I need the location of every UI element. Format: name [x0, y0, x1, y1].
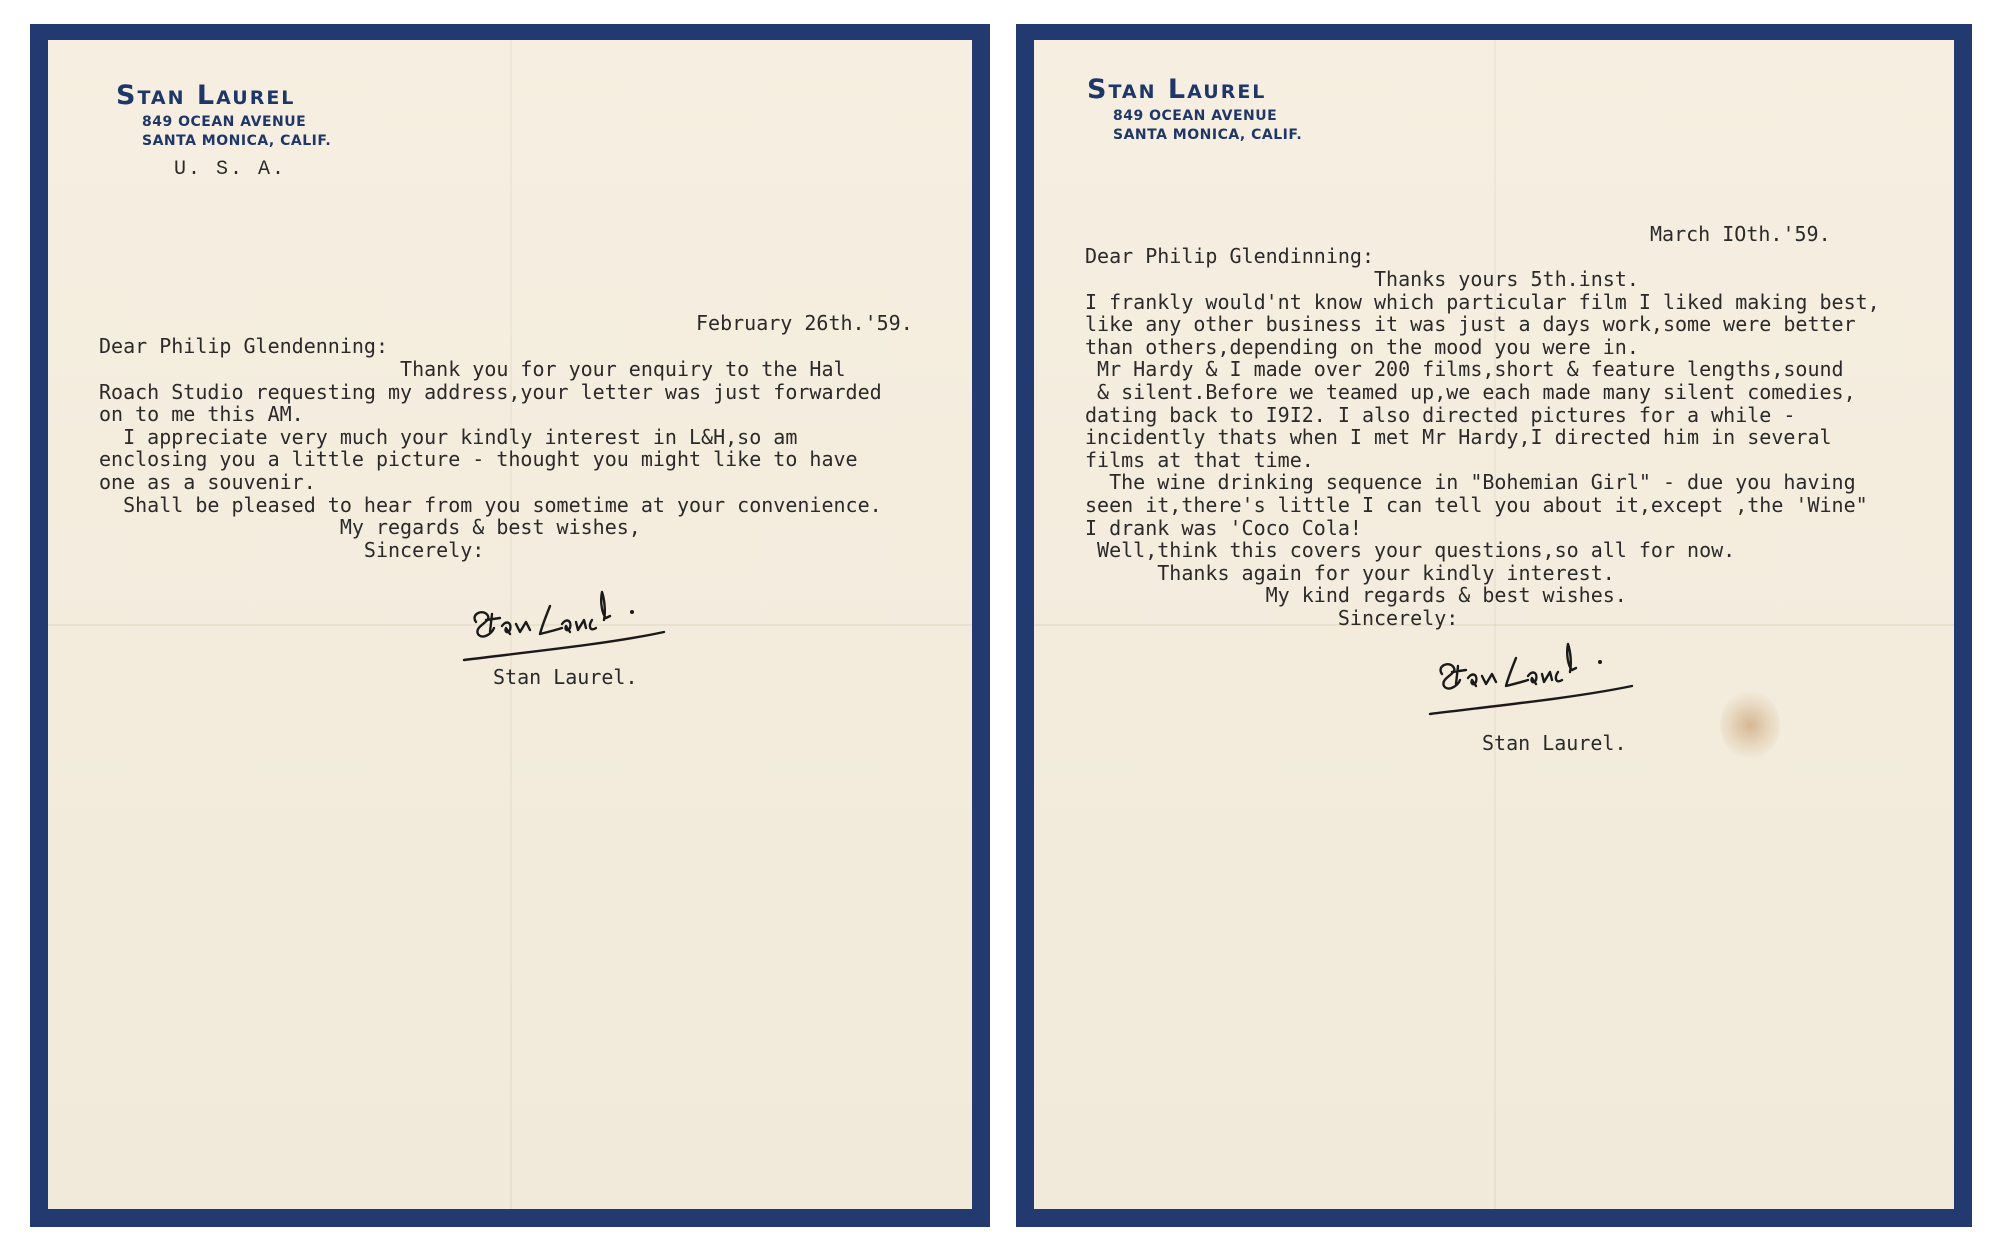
- body-line: enclosing you a little picture - thought you might like to have: [99, 447, 858, 472]
- body-line: Sincerely:: [99, 537, 485, 562]
- letterhead: [1087, 74, 1302, 143]
- letterhead-city: SANTA MONICA, CALIF.: [1113, 127, 1303, 143]
- body-line: I drank was 'Coco Cola!: [1085, 515, 1362, 540]
- letter-date: February 26th.'59.: [696, 311, 913, 335]
- handwritten-signature: [1424, 632, 1724, 722]
- letter-paper-right: [1034, 40, 1954, 1209]
- letterhead-country: U. S. A.: [174, 158, 287, 181]
- letter-salutation: Dear Philip Glendinning:: [1085, 244, 1374, 268]
- letterhead-name: Stan Laurel: [116, 80, 296, 111]
- letter-frame-right: [1016, 24, 1972, 1227]
- body-line: one as a souvenir.: [99, 469, 316, 494]
- body-line: dating back to I9I2. I also directed pictures for a while -: [1085, 402, 1796, 427]
- body-line: films at that time.: [1085, 447, 1314, 472]
- letterhead-address: 849 OCEAN AVENUE: [142, 114, 307, 130]
- letter-signoff: Stan Laurel.: [493, 665, 638, 689]
- body-line: I appreciate very much your kindly interest in L&H,so am: [99, 424, 798, 449]
- letter-salutation: Dear Philip Glendenning:: [99, 334, 388, 358]
- body-line: Thank you for your enquiry to the Hal: [99, 357, 846, 381]
- body-line: Sincerely:: [1085, 605, 1459, 630]
- letter-frame-left: [30, 24, 990, 1227]
- body-line: Mr Hardy & I made over 200 films,short & feature lengths,sound: [1085, 357, 1844, 382]
- letter-paper-left: [48, 40, 972, 1209]
- letter-body: [1085, 268, 1880, 630]
- letter-date: March IOth.'59.: [1650, 222, 1831, 246]
- body-line: seen it,there's little I can tell you about it,except ,the 'Wine": [1085, 492, 1868, 517]
- paper-stain: [1720, 690, 1780, 760]
- letterhead: [116, 80, 331, 149]
- body-line: & silent.Before we teamed up,we each made many silent comedies,: [1085, 379, 1856, 404]
- body-line: My regards & best wishes,: [99, 515, 641, 540]
- letterhead-name: Stan Laurel: [1087, 74, 1267, 105]
- body-line: Roach Studio requesting my address,your letter was just forwarded: [99, 379, 882, 404]
- body-line: on to me this AM.: [99, 402, 304, 427]
- letterhead-address: 849 OCEAN AVENUE: [1113, 108, 1278, 124]
- body-line: Well,think this covers your questions,so all for now.: [1085, 538, 1736, 563]
- body-line: Thanks again for your kindly interest.: [1085, 560, 1615, 585]
- body-line: like any other business it was just a days work,some were better: [1085, 312, 1856, 337]
- letterhead-city: SANTA MONICA, CALIF.: [142, 133, 332, 149]
- body-line: Shall be pleased to hear from you sometime at your convenience.: [99, 492, 882, 517]
- handwritten-signature: [458, 580, 758, 670]
- body-line: The wine drinking sequence in "Bohemian Girl" - due you having: [1085, 470, 1856, 495]
- body-line: I frankly would'nt know which particular film I liked making best,: [1085, 289, 1880, 314]
- body-line: incidently thats when I met Mr Hardy,I directed him in several: [1085, 425, 1832, 450]
- body-line: My kind regards & best wishes.: [1085, 583, 1627, 608]
- body-line: Thanks yours 5th.inst.: [1085, 267, 1639, 291]
- letter-signoff: Stan Laurel.: [1482, 731, 1627, 755]
- letter-body: [99, 358, 882, 561]
- body-line: than others,depending on the mood you were in.: [1085, 334, 1639, 359]
